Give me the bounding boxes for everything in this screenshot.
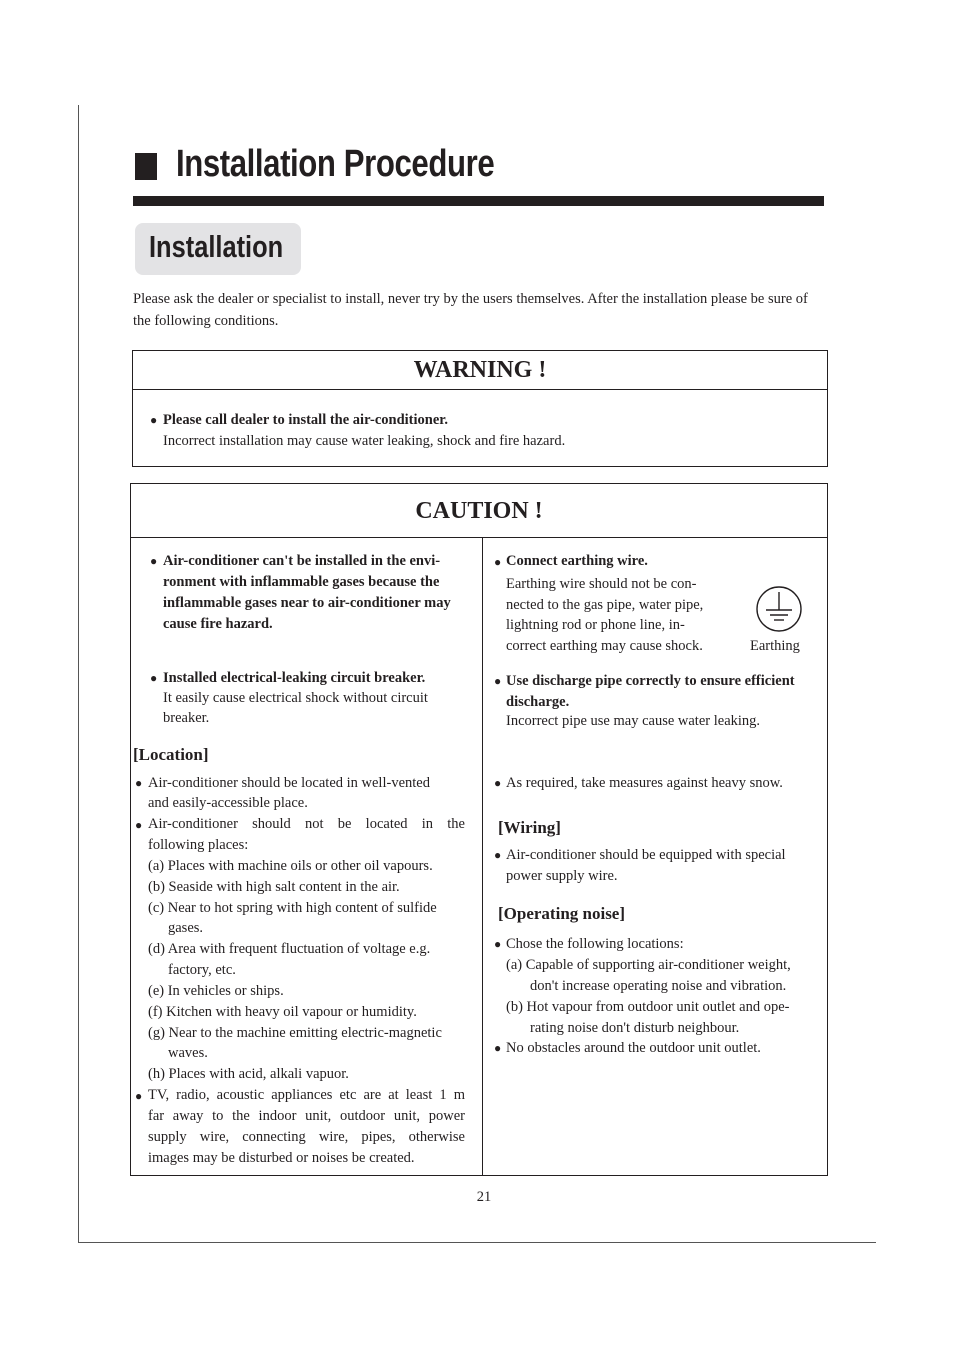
bullet-icon: ● [494, 555, 502, 569]
caution-left-item1-line: Air-conditioner can't be installed in the envi- [163, 553, 441, 569]
warning-title: WARNING ! [413, 357, 547, 383]
location-item3-line: far away to the indoor unit, outdoor unit, power [148, 1108, 465, 1124]
noise-sub-line: (b) Hot vapour from outdoor unit outlet and ope- [506, 999, 790, 1015]
bullet-icon: ● [135, 776, 143, 790]
location-place: (c) Near to hot spring with high content of sulfide [148, 900, 437, 916]
caution-right-item2-text: Incorrect pipe use may cause water leaking. [506, 713, 761, 729]
location-item3-line: TV, radio, acoustic appliances etc are at least 1 m [148, 1087, 465, 1103]
caution-left-item2-line: breaker. [163, 710, 210, 726]
caution-left-item2-bold: Installed electrical-leaking circuit breaker. [163, 670, 426, 686]
location-place: (b) Seaside with high salt content in the air. [148, 879, 400, 895]
wiring-item-line: power supply wire. [506, 868, 618, 884]
caution-right-item1-line: nected to the gas pipe, water pipe, [506, 597, 704, 613]
location-place: (a) Places with machine oils or other oil vapours. [148, 858, 433, 874]
warning-item-bold: Please call dealer to install the air-conditioner. [163, 412, 448, 428]
location-item1-line: Air-conditioner should be located in well-vented [148, 775, 430, 791]
bullet-icon: ● [494, 848, 502, 862]
location-place: (g) Near to the machine emitting electric-magnetic [148, 1025, 442, 1041]
noise-item2: No obstacles around the outdoor unit outlet. [506, 1040, 761, 1056]
earthing-label: Earthing [750, 638, 800, 654]
bullet-icon: ● [150, 554, 158, 568]
noise-heading: [Operating noise] [498, 904, 626, 923]
intro-paragraph: Please ask the dealer or specialist to install, never try by the users themselves. After the installation please be sure of the following conditions. [133, 291, 808, 329]
caution-left-item1-line: inflammable gases near to air-conditioner may [163, 595, 451, 611]
warning-item-text: Incorrect installation may cause water leaking, shock and fire hazard. [163, 433, 566, 449]
title-rule [133, 196, 824, 206]
bullet-icon: ● [150, 671, 158, 685]
noise-item1: Chose the following locations: [506, 936, 684, 952]
bullet-icon: ● [494, 1041, 502, 1055]
title-square-icon [135, 153, 157, 180]
location-place: gases. [168, 920, 204, 936]
bullet-icon: ● [494, 776, 502, 790]
margin-line-vertical [78, 105, 79, 1243]
earthing-ground-icon [755, 584, 803, 634]
bullet-icon: ● [135, 818, 143, 832]
location-place: (e) In vehicles or ships. [148, 983, 284, 999]
location-place: waves. [168, 1045, 208, 1061]
location-item1-line: and easily-accessible place. [148, 795, 308, 811]
caution-left-item1-line: ronment with inflammable gases because the [163, 574, 440, 590]
location-item3-line: supply wire, connecting wire, pipes, otherwise [148, 1129, 465, 1145]
location-item2-line: following places: [148, 837, 249, 853]
wiring-item-line: Air-conditioner should be equipped with special [506, 847, 786, 863]
location-place: (f) Kitchen with heavy oil vapour or humidity. [148, 1004, 417, 1020]
noise-sub-line: (a) Capable of supporting air-conditioner weight, [506, 957, 791, 973]
section-title: Installation [149, 229, 284, 264]
noise-sub-line: don't increase operating noise and vibration. [530, 978, 787, 994]
snow-item: As required, take measures against heavy snow. [506, 775, 783, 791]
caution-left-item1-line: cause fire hazard. [163, 616, 273, 632]
location-item2-line: Air-conditioner should not be located in the [148, 816, 465, 832]
bullet-icon: ● [150, 413, 158, 427]
margin-line-horizontal [78, 1242, 876, 1243]
location-heading: [Location] [133, 745, 209, 764]
caution-column-divider [482, 538, 483, 1175]
warning-header-rule [133, 389, 827, 390]
caution-right-item1-line: lightning rod or phone line, in- [506, 617, 685, 633]
location-place: (d) Area with frequent fluctuation of voltage e.g. [148, 941, 431, 957]
bullet-icon: ● [494, 937, 502, 951]
wiring-heading: [Wiring] [498, 818, 561, 837]
location-place: factory, etc. [168, 962, 236, 978]
caution-right-item2-bold: discharge. [506, 694, 570, 710]
location-item3-line: images may be disturbed or noises be created. [148, 1150, 415, 1166]
noise-sub-line: rating noise don't disturb neighbour. [530, 1020, 740, 1036]
location-place: (h) Places with acid, alkali vapuor. [148, 1066, 349, 1082]
caution-right-item1-line: correct earthing may cause shock. [506, 638, 703, 654]
caution-right-item1-line: Earthing wire should not be con- [506, 576, 697, 592]
page-title: Installation Procedure [176, 143, 495, 185]
caution-right-item1-bold: Connect earthing wire. [506, 553, 648, 569]
caution-title: CAUTION ! [415, 498, 543, 524]
page-number: 21 [476, 1189, 492, 1205]
caution-right-item2-bold: Use discharge pipe correctly to ensure efficient [506, 673, 795, 689]
caution-left-item2-line: It easily cause electrical shock without circuit [163, 690, 428, 706]
bullet-icon: ● [494, 674, 502, 688]
caution-header-rule [131, 537, 827, 538]
bullet-icon: ● [135, 1089, 143, 1103]
